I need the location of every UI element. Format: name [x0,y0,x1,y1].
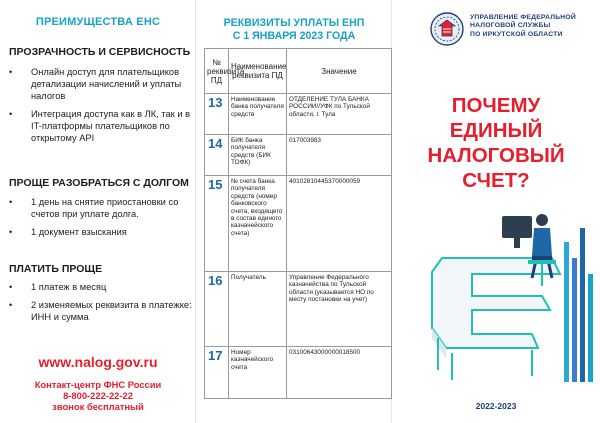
middle-panel [196,0,392,423]
column-header-value: Значение [287,49,392,94]
row-name: № счета банка получателя средств (номер банковского счета, входящего в состав единого казначейского счета) [229,176,287,272]
headline-line1: ПОЧЕМУ [451,94,541,117]
right-panel [392,0,600,423]
advantages-title: ПРЕИМУЩЕСТВА ЕНС [35,16,161,28]
agency-name-line2: НАЛОГОВОЙ СЛУЖБЫ [470,22,551,30]
debt-list [9,196,193,244]
fns-emblem-icon [430,12,464,46]
row-name: Номер казначейского счета [229,347,287,399]
headline-line2: ЕДИНЫЙ [449,119,543,142]
headline-line4: СЧЕТ? [462,169,530,192]
section-heading-transparency: ПРОЗРАЧНОСТЬ И СЕРВИСНОСТЬ [9,46,191,58]
table-row [205,272,392,347]
column-header-name: Наименование реквизита ПД [229,49,287,94]
requisites-table [204,48,392,399]
list-item: • 2 изменяемых реквизита в платежке: ИНН и сумма [9,299,193,323]
requisites-title [196,17,392,42]
row-number: 15 [205,176,229,272]
list-item: • 1 платеж в месяц [9,281,193,293]
contact-free-call: звонок бесплатный [52,401,144,412]
row-name: Наименование банка получателя средств [229,94,287,135]
list-item: • 1 день на снятие приостановки со счетов при уплате долга. [9,196,193,220]
table-row [205,176,392,272]
year-label: 2022-2023 [475,401,517,411]
row-number: 13 [205,94,229,135]
agency-name [470,14,598,39]
list-item: • Интеграция доступа как в ЛК, так и в IT-платформы плательщиков по открытому API [9,108,193,144]
column-header-number: № реквизита ПД [205,49,229,94]
row-name: Получатель [229,272,287,347]
row-value: ОТДЕЛЕНИЕ ТУЛА БАНКА РОССИИ//УФК по Тульской области, г. Тула [287,94,392,135]
website-link[interactable]: www.nalog.gov.ru [38,354,158,370]
row-number: 17 [205,347,229,399]
requisites-title-line2: С 1 ЯНВАРЯ 2023 ГОДА [232,29,356,42]
payment-list [9,281,193,329]
section-heading-debt: ПРОЩЕ РАЗОБРАТЬСЯ С ДОЛГОМ [9,177,189,189]
list-item: • 1 документ взыскания [9,226,193,238]
headline [392,93,600,193]
table-row [205,347,392,399]
row-value: 03100643000000018500 [287,347,392,399]
row-number: 14 [205,135,229,176]
table-header-row [205,49,392,94]
headline-line3: НАЛОГОВЫЙ [427,144,565,167]
row-value: 017003983 [287,135,392,176]
row-value: Управление Федерального казначейства по Тульской области (указывается НО по месту постановки на учет) [287,272,392,347]
left-panel [0,0,196,423]
table-row [205,135,392,176]
transparency-list [9,66,193,150]
list-item: • Онлайн доступ для плательщиков детализации начислений и уплаты налогов [9,66,193,102]
contact-phone[interactable]: 8-800-222-22-22 [63,390,133,401]
workspace-illustration [392,198,600,388]
section-heading-payment: ПЛАТИТЬ ПРОЩЕ [9,263,103,275]
table-row [205,94,392,135]
agency-name-line3: ПО ИРКУТСКОЙ ОБЛАСТИ [470,30,563,38]
row-value: 40102810445370000059 [287,176,392,272]
contact-center-label: Контакт-центр ФНС России [34,379,162,390]
row-number: 16 [205,272,229,347]
row-name: БИК банка получателя средств (БИК ТОФК) [229,135,287,176]
requisites-title-line1: РЕКВИЗИТЫ УПЛАТЫ ЕНП [223,17,365,29]
agency-name-line1: УПРАВЛЕНИЕ ФЕДЕРАЛЬНОЙ [470,14,576,21]
